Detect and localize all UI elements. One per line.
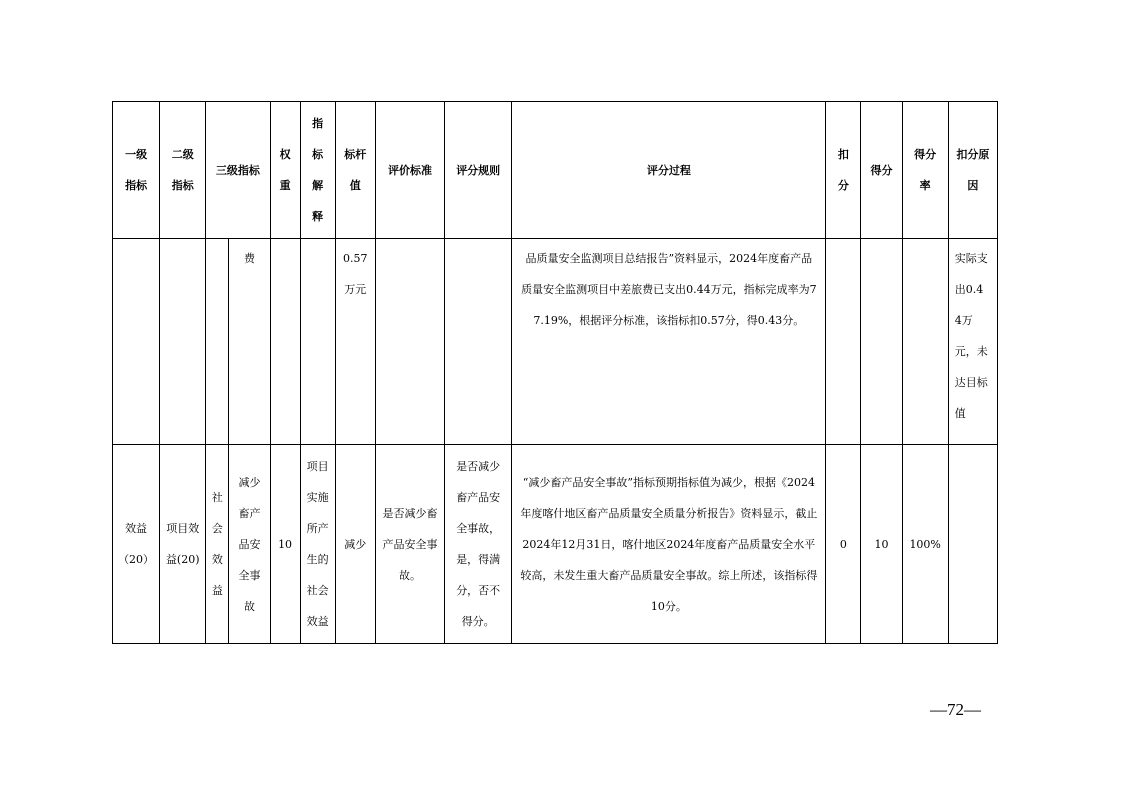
cell-deduct — [826, 239, 861, 445]
cell-benchmark: 0.57万元 — [335, 239, 375, 445]
header-score: 得分 — [861, 102, 902, 239]
cell-reason: 实际支出0.44万元，未达目标值 — [948, 239, 997, 445]
cell-criteria — [375, 239, 444, 445]
page-number: —72— — [930, 700, 981, 719]
header-criteria: 评价标准 — [375, 102, 444, 239]
cell-process: 品质量安全监测项目总结报告”资料显示，2024年度畜产品质量安全监测项目中差旅费已支出0.44万元，指标完成率为77.19%，根据评分标准，该指标扣0.57分，得0.43分。 — [512, 239, 826, 445]
cell-level2 — [160, 239, 206, 445]
header-level1: 一级指标 — [113, 102, 160, 239]
cell-level3a: 社会效益 — [206, 445, 229, 644]
header-benchmark: 标杆值 — [335, 102, 375, 239]
table-header-row — [113, 102, 998, 239]
evaluation-table — [112, 101, 998, 644]
table-row — [113, 445, 998, 644]
cell-deduct: 0 — [826, 445, 861, 644]
header-level3: 三级指标 — [206, 102, 270, 239]
header-weight: 权重 — [270, 102, 300, 239]
cell-level1 — [113, 239, 160, 445]
cell-reason — [948, 445, 997, 644]
cell-rate — [902, 239, 948, 445]
cell-weight — [270, 239, 300, 445]
cell-rate: 100% — [902, 445, 948, 644]
header-level2: 二级指标 — [160, 102, 206, 239]
cell-level2: 项目效益(20) — [160, 445, 206, 644]
cell-level3b: 费 — [229, 239, 270, 445]
cell-rules: 是否减少畜产品安全事故，是，得满分，否不得分。 — [445, 445, 512, 644]
header-deduct: 扣分 — [826, 102, 861, 239]
cell-score — [861, 239, 902, 445]
cell-weight: 10 — [270, 445, 300, 644]
cell-score: 10 — [861, 445, 902, 644]
cell-criteria: 是否减少畜产品安全事故。 — [375, 445, 444, 644]
cell-explain — [300, 239, 335, 445]
cell-level3b: 减少畜产品安全事故 — [229, 445, 270, 644]
cell-process: “减少畜产品安全事故”指标预期指标值为减少，根据《2024年度喀什地区畜产品质量安全质量分析报告》资料显示，截止2024年12月31日，喀什地区2024年度畜产品质量安全水平较高，未发生重大畜产品质量安全事故。综上所述，该指标得10分。 — [512, 445, 826, 644]
cell-level1: 效益（20） — [113, 445, 160, 644]
cell-level3a — [206, 239, 229, 445]
cell-explain: 项目实施所产生的社会效益 — [300, 445, 335, 644]
header-rules: 评分规则 — [445, 102, 512, 239]
header-process: 评分过程 — [512, 102, 826, 239]
header-explain: 指标解释 — [300, 102, 335, 239]
header-reason: 扣分原因 — [948, 102, 997, 239]
cell-rules — [445, 239, 512, 445]
table-row — [113, 239, 998, 445]
header-rate: 得分率 — [902, 102, 948, 239]
cell-benchmark: 减少 — [335, 445, 375, 644]
